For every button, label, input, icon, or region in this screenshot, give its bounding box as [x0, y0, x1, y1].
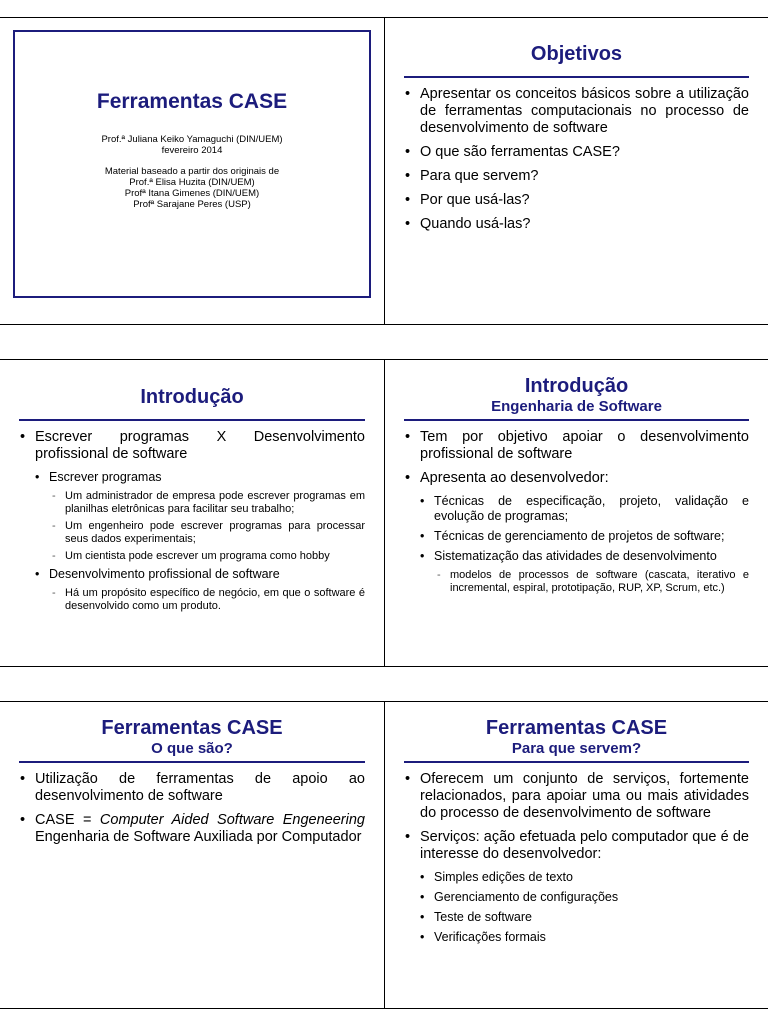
- slide-title-text: Ferramentas CASE: [485, 717, 668, 739]
- sub-sub-list-item: - Um engenheiro pode escrever programas para processar seus dados experimentais;: [49, 520, 365, 546]
- cover-frame: [13, 30, 371, 298]
- sub-list-item: • Sistematização das atividades de desenvolvimento: [418, 549, 749, 564]
- title-rule: [404, 761, 749, 763]
- list-item: • Utilização de ferramentas de apoio ao desenvolvimento de software: [19, 771, 365, 805]
- cover-title: Ferramentas CASE: [96, 90, 288, 113]
- slide-objetivos: [384, 18, 768, 324]
- slide-title: [0, 18, 384, 324]
- cover-credits-intro: Material baseado a partir dos originais de: [104, 166, 280, 177]
- list-item: • Oferecem um conjunto de serviços, fortemente relacionados, para apoiar uma ou mais atividades do processo de desenvolvimento de software: [404, 771, 749, 822]
- sub-list-item: • Desenvolvimento profissional de software: [33, 567, 365, 582]
- list-item: • Apresenta ao desenvolvedor:: [404, 470, 749, 487]
- case-acronym-expansion: Computer Aided Software Engeneering: [99, 812, 365, 828]
- cover-credit: Profª Sarajane Peres (USP): [133, 199, 251, 210]
- title-rule: [404, 76, 749, 78]
- list-item: • Quando usá-las?: [404, 216, 749, 233]
- slide-o-que-sao: [0, 702, 384, 1008]
- list-item-case: [19, 812, 365, 846]
- bullet-list: [0, 771, 384, 846]
- slide-engenharia-software: [384, 360, 768, 666]
- slide-title-text: Objetivos: [530, 43, 623, 65]
- sub-list-item: • Escrever programas: [33, 470, 365, 485]
- list-item: • Escrever programas X Desenvolvimento profissional de software: [19, 429, 365, 463]
- list-item: • Tem por objetivo apoiar o desenvolvimento profissional de software: [404, 429, 749, 463]
- list-item: • Serviços: ação efetuada pelo computador que é de interesse do desenvolvedor:: [404, 829, 749, 863]
- slide-row-1: [0, 17, 768, 325]
- slide-subtitle: Engenharia de Software: [491, 398, 662, 415]
- sub-list-item: • Técnicas de especificação, projeto, validação e evolução de programas;: [418, 494, 749, 524]
- sub-list-item: • Simples edições de texto: [418, 870, 749, 885]
- title-rule: [19, 761, 365, 763]
- sub-sub-list-item: - Um cientista pode escrever um programa como hobby: [49, 550, 365, 563]
- bullet-list: [385, 429, 768, 595]
- sub-sub-list-item: - Um administrador de empresa pode escrever programas em planilhas eletrônicas para facilitar seu trabalho;: [49, 490, 365, 516]
- sub-sub-list-item: - Há um propósito específico de negócio, em que o software é desenvolvido como um produto.: [49, 587, 365, 613]
- sub-list-item: • Gerenciamento de configurações: [418, 890, 749, 905]
- slide-subtitle: O que são?: [151, 740, 233, 757]
- cover-date: fevereiro 2014: [161, 145, 223, 156]
- list-item: • Apresentar os conceitos básicos sobre a utilização de ferramentas computacionais no processo de desenvolvimento de software: [404, 86, 749, 137]
- bullet-list: [385, 771, 768, 945]
- list-item: • Por que usá-las?: [404, 192, 749, 209]
- slide-para-que-servem: [384, 702, 768, 1008]
- cover-credit: Prof.ª Elisa Huzita (DIN/UEM): [129, 177, 255, 188]
- list-item: • Para que servem?: [404, 168, 749, 185]
- list-item: • O que são ferramentas CASE?: [404, 144, 749, 161]
- cover-info: [15, 134, 369, 210]
- sub-list-item: • Teste de software: [418, 910, 749, 925]
- bullet-list: [385, 86, 768, 233]
- cover-gap: [15, 156, 369, 166]
- sub-sub-list-item: - modelos de processos de software (cascata, iterativo e incremental, espiral, prototipação, RUP, XP, Scrum, etc.): [434, 569, 749, 595]
- slide-title-text: Ferramentas CASE: [101, 717, 283, 739]
- slide-row-3: [0, 701, 768, 1009]
- cover-credit: Profª Itana Gimenes (DIN/UEM): [124, 188, 260, 199]
- title-rule: [19, 419, 365, 421]
- title-rule: [404, 419, 749, 421]
- sub-list-item: • Verificações formais: [418, 930, 749, 945]
- slide-row-2: [0, 359, 768, 667]
- slide-title-text: Introdução: [140, 386, 244, 408]
- slide-introducao: [0, 360, 384, 666]
- cover-author: Prof.ª Juliana Keiko Yamaguchi (DIN/UEM): [101, 134, 283, 145]
- case-prefix: CASE =: [35, 812, 100, 828]
- case-translation: Engenharia de Software Auxiliada por Computador: [35, 829, 362, 845]
- slide-subtitle: Para que servem?: [511, 740, 642, 757]
- sub-list-item: • Técnicas de gerenciamento de projetos de software;: [418, 529, 749, 544]
- bullet-list: [0, 429, 384, 613]
- slide-title-text: Introdução: [524, 375, 629, 397]
